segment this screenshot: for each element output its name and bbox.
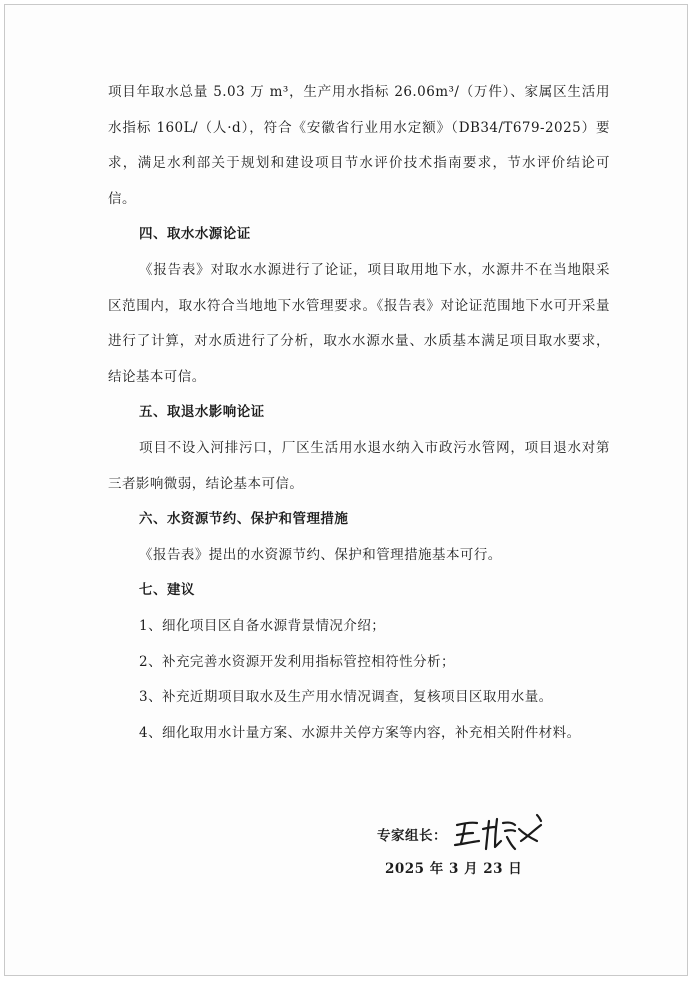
section-heading-5: 五、取退水影响论证 bbox=[139, 404, 265, 421]
signature-date: 2025 年 3 月 23 日 bbox=[385, 861, 523, 877]
paragraph-drainage-impact: 项目不设入河排污口，厂区生活用水退水纳入市政污水管网，项目退水对第三者影响微弱，结论基本可信。 bbox=[108, 439, 610, 492]
paragraph-water-source: 《报告表》对取水水源进行了论证，项目取用地下水，水源井不在当地限采区范围内，取水符合当地地下水管理要求。《报告表》对论证范围地下水可开采量进行了计算，对水质进行了分析，取水水源水量、水质基本满足项目取水要求，结论基本可信。 bbox=[108, 261, 610, 385]
signature-block bbox=[377, 817, 569, 877]
paragraph-water-efficiency: 项目年取水总量 5.03 万 m³，生产用水指标 26.06m³/（万件）、家属区生活用水指标 160L/（人·d），符合《安徽省行业用水定额》（DB34/T679-2025）要求，满足水利部关于规划和建设项目节水评价技术指南要求，节水评价结论可信。 bbox=[108, 84, 610, 207]
paragraph-protection-measures: 《报告表》提出的水资源节约、保护和管理措施基本可行。 bbox=[139, 546, 502, 563]
document-body bbox=[108, 75, 610, 751]
handwritten-signature bbox=[451, 811, 569, 857]
signature-label: 专家组长： bbox=[377, 828, 447, 844]
suggestion-item-1: 1、细化项目区自备水源背景情况介绍； bbox=[139, 617, 386, 634]
section-heading-4: 四、取水水源论证 bbox=[139, 226, 251, 243]
suggestion-item-4: 4、细化取用水计量方案、水源井关停方案等内容，补充相关附件材料。 bbox=[139, 724, 581, 741]
suggestion-item-3: 3、补充近期项目取水及生产用水情况调查，复核项目区取用水量。 bbox=[139, 689, 553, 706]
section-heading-6: 六、水资源节约、保护和管理措施 bbox=[139, 511, 349, 528]
suggestion-item-2: 2、补充完善水资源开发利用指标管控相符性分析； bbox=[139, 653, 455, 670]
section-heading-7: 七、建议 bbox=[139, 582, 195, 599]
document-page bbox=[4, 4, 688, 976]
